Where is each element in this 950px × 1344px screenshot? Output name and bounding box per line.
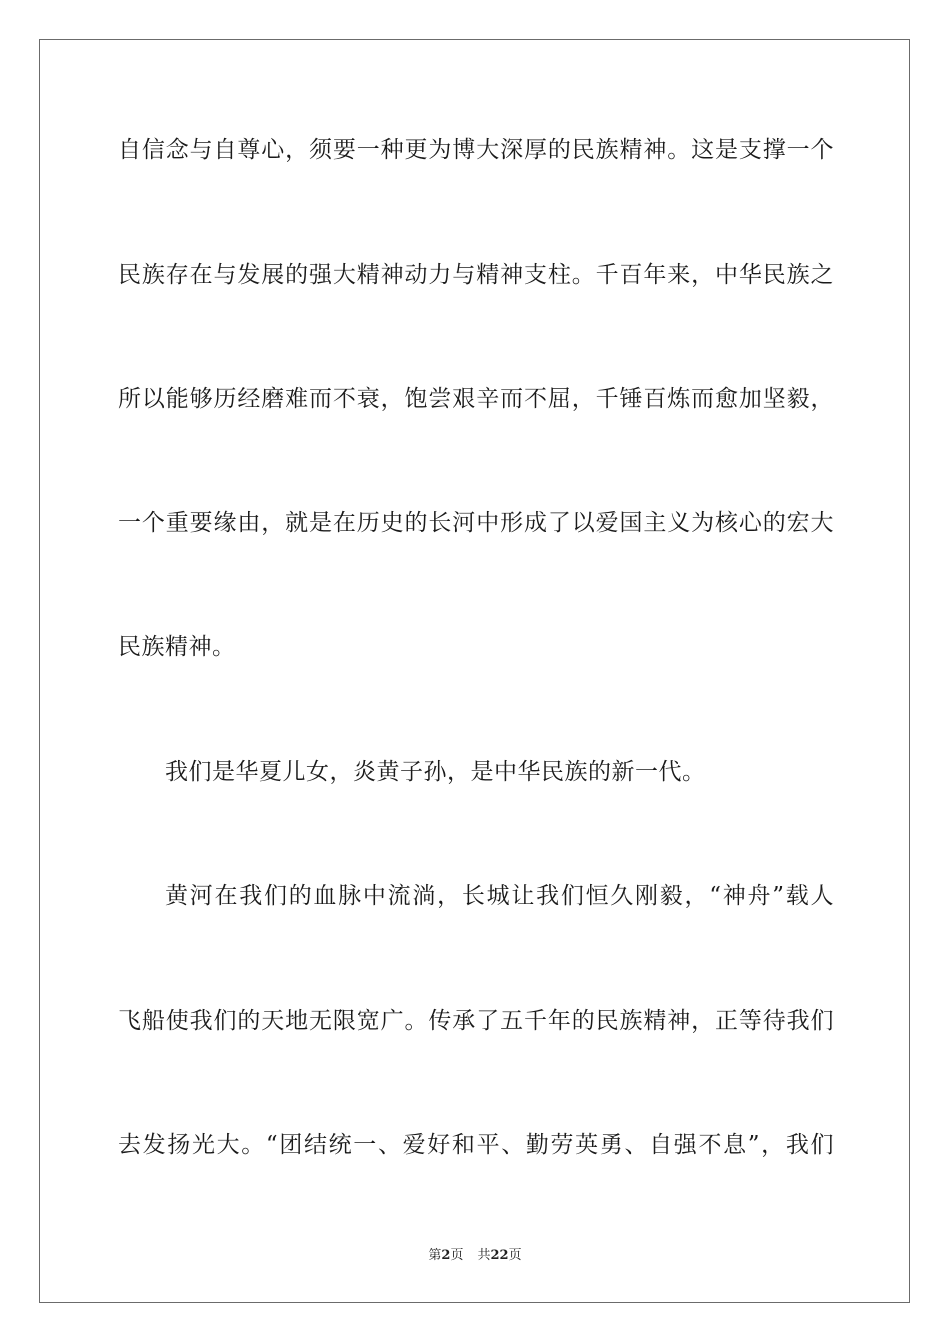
footer-page-prefix: 第 xyxy=(428,1248,442,1263)
footer-page-number: 2 xyxy=(441,1248,451,1263)
body-line-7: 黄河在我们的血脉中流淌，长城让我们恒久刚毅，“神舟”载人 xyxy=(165,883,834,909)
footer-total-prefix: 共 xyxy=(477,1248,491,1263)
body-line-9: 去发扬光大。“团结统一、爱好和平、勤劳英勇、自强不息”，我们 xyxy=(118,1132,834,1158)
footer-page-suffix: 页 xyxy=(450,1248,464,1263)
body-line-4: 一个重要缘由，就是在历史的长河中形成了以爱国主义为核心的宏大 xyxy=(118,510,834,536)
body-line-6: 我们是华夏儿女，炎黄子孙，是中华民族的新一代。 xyxy=(165,759,706,785)
footer-total-pages: 22 xyxy=(490,1248,509,1263)
body-line-8: 飞船使我们的天地无限宽广。传承了五千年的民族精神，正等待我们 xyxy=(118,1008,834,1034)
body-line-1: 自信念与自尊心，须要一种更为博大深厚的民族精神。这是支撑一个 xyxy=(118,137,834,163)
page-footer xyxy=(0,1247,950,1265)
body-line-5: 民族精神。 xyxy=(118,634,236,660)
body-line-3: 所以能够历经磨难而不衰，饱尝艰辛而不屈，千锤百炼而愈加坚毅， xyxy=(118,386,834,412)
body-line-2: 民族存在与发展的强大精神动力与精神支柱。千百年来，中华民族之 xyxy=(118,262,834,288)
page-border xyxy=(39,39,910,1303)
footer-total-suffix: 页 xyxy=(508,1248,522,1263)
